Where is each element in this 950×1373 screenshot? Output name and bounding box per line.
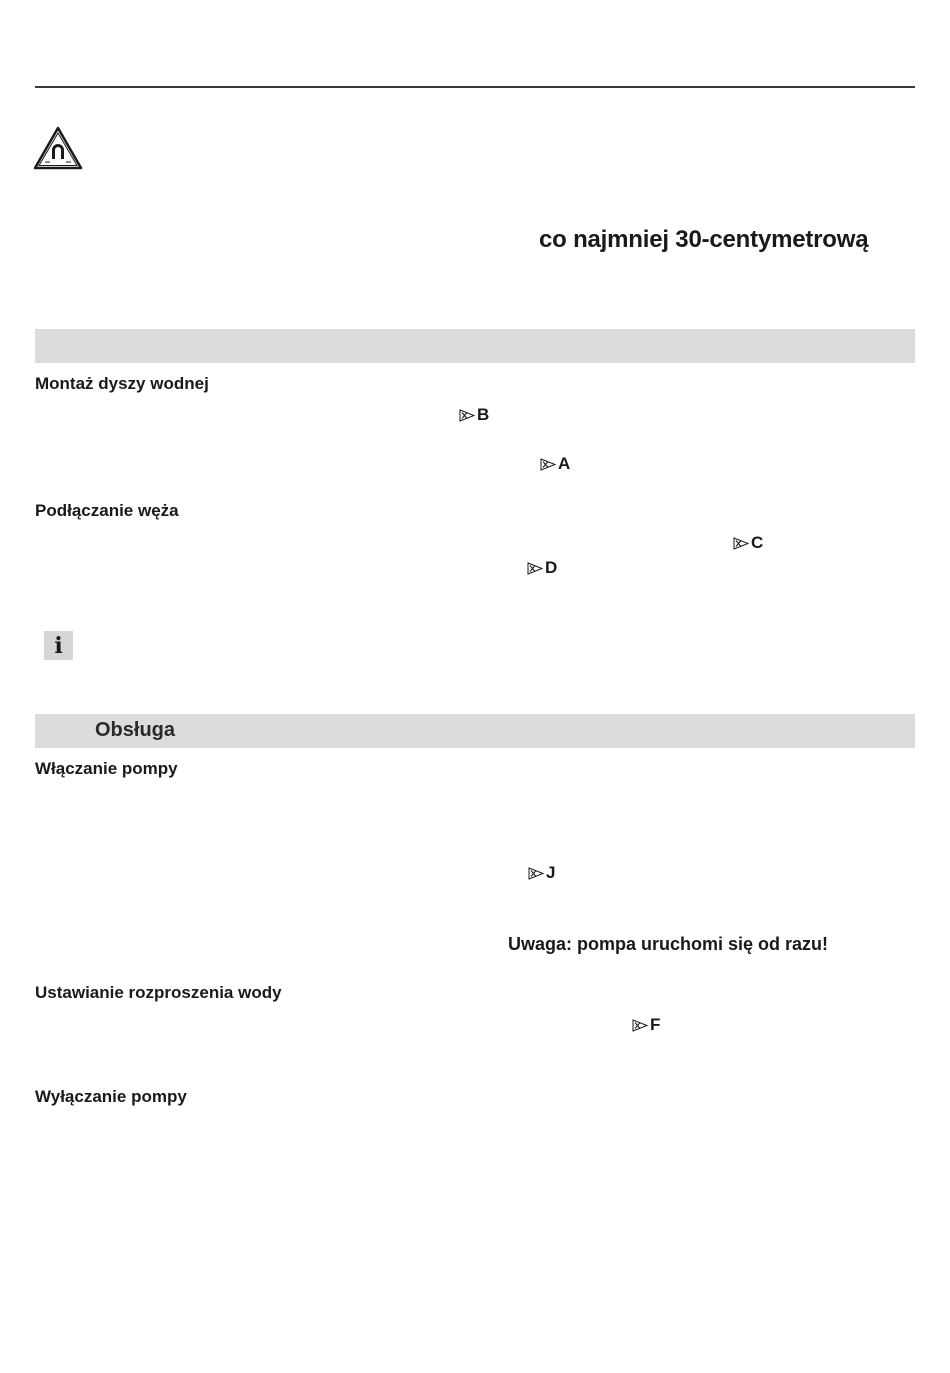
section-title-operation: Obsługa — [95, 719, 176, 741]
figure-ref-f — [632, 1015, 660, 1035]
figure-ref-j — [528, 863, 555, 883]
figure-reference-icon — [459, 409, 475, 422]
section-band-montage — [35, 329, 915, 363]
subheading-water-spray: Ustawianie rozproszenia wody — [35, 983, 282, 1002]
subheading-nozzle-assembly: Montaż dyszy wodnej — [35, 374, 209, 393]
figure-reference-icon — [540, 458, 556, 471]
pump-warning: Uwaga: pompa uruchomi się od razu! — [508, 934, 829, 954]
figure-ref-label: J — [546, 863, 556, 882]
figure-reference-icon — [733, 537, 749, 550]
figure-ref-c — [733, 533, 763, 553]
figure-ref-b — [459, 405, 489, 425]
subheading-hose-connection: Podłączanie węża — [35, 501, 179, 520]
figure-ref-label: A — [558, 454, 571, 473]
figure-ref-a — [540, 454, 570, 474]
figure-ref-d — [527, 558, 557, 578]
subheading-pump-off: Wyłączanie pompy — [35, 1087, 187, 1106]
figure-ref-label: D — [545, 558, 558, 577]
figure-reference-icon — [632, 1019, 648, 1032]
figure-ref-label: F — [650, 1015, 661, 1034]
figure-reference-icon — [528, 867, 544, 880]
magnet-warning-icon — [33, 126, 83, 170]
figure-reference-icon — [527, 562, 543, 575]
header-rule — [35, 86, 915, 88]
subheading-pump-on: Włączanie pompy — [35, 759, 178, 778]
figure-ref-label: C — [751, 533, 764, 552]
info-icon: i — [44, 631, 73, 660]
notice-text: co najmniej 30-centymetrową — [539, 226, 869, 253]
figure-ref-label: B — [477, 405, 490, 424]
section-band-operation — [35, 714, 915, 748]
